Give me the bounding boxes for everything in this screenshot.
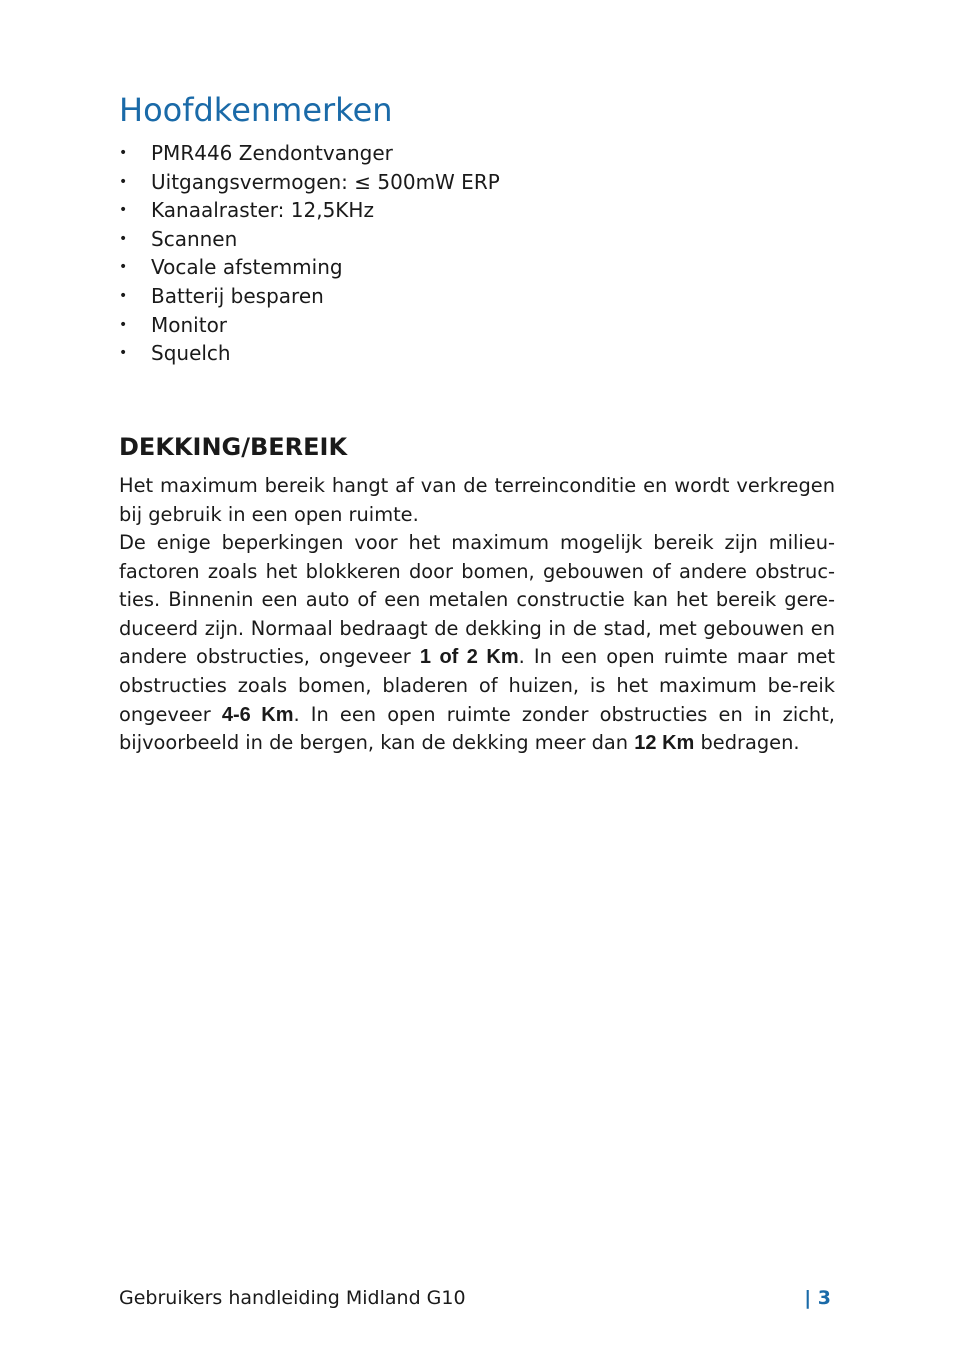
- list-item-label: Monitor: [151, 312, 228, 337]
- bullet-icon: •: [119, 173, 128, 190]
- list-item: [119, 282, 835, 311]
- bullet-icon: •: [119, 316, 128, 333]
- list-item: [119, 139, 835, 168]
- bullet-icon: •: [119, 230, 128, 247]
- list-item-label: Uitgangsvermogen: ≤ 500mW ERP: [151, 169, 500, 194]
- list-item-label: Scannen: [151, 226, 238, 251]
- text-segment: . In een open ruimte maar met obstructies zoals bomen, bladeren of huizen, is het maximum be-reik ongeveer: [119, 645, 835, 726]
- page-title: Hoofdkenmerken: [119, 91, 393, 129]
- list-item-label: PMR446 Zendontvanger: [151, 141, 393, 165]
- list-item-label: Kanaalraster: 12,5KHz: [151, 198, 374, 223]
- list-item: [119, 168, 835, 197]
- list-item: [119, 253, 835, 282]
- page-number: | 3: [804, 1287, 831, 1309]
- bullet-icon: •: [119, 287, 128, 304]
- section-heading: DEKKING/BEREIK: [119, 433, 348, 461]
- list-item-label: Vocale afstemming: [151, 255, 343, 280]
- bullet-icon: •: [119, 145, 128, 161]
- footer-title: Gebruikers handleiding Midland G10: [119, 1287, 466, 1309]
- paragraph-intro: Het maximum bereik hangt af van de terreinconditie en wordt verkregen bij gebruik in een open ruimte.: [119, 474, 835, 526]
- feature-list: [119, 139, 835, 368]
- list-item: [119, 225, 835, 254]
- text-segment: . In een open ruimte zonder obstructies en in zicht, bijvoorbeeld in de bergen, kan de dekking meer dan: [119, 702, 835, 755]
- text-segment: bedragen.: [694, 731, 800, 755]
- paragraph-details: [119, 529, 835, 758]
- bullet-icon: •: [119, 202, 128, 219]
- list-item: [119, 339, 835, 368]
- list-item-label: Batterij besparen: [151, 283, 324, 308]
- text-segment: De enige beperkingen voor het maximum mogelijk bereik zijn milieu-factoren zoals het blokkeren door bomen, gebouwen of andere obstruc-ties. Binnenin een auto of een metalen constructie kan het bereik gere-duceerd zijn. Normaal bedraagt de dekking in de stad, met gebouwen en andere obstructies, ongeveer: [119, 531, 835, 669]
- range-city: 1 of 2 Km: [419, 646, 519, 669]
- bullet-icon: •: [119, 259, 128, 276]
- list-item: [119, 311, 835, 340]
- list-item-label: Squelch: [151, 341, 231, 366]
- list-item: [119, 196, 835, 225]
- bullet-icon: •: [119, 345, 128, 362]
- range-open-obstructed: 4-6 Km: [221, 703, 294, 726]
- range-open-clear: 12 Km: [634, 732, 695, 755]
